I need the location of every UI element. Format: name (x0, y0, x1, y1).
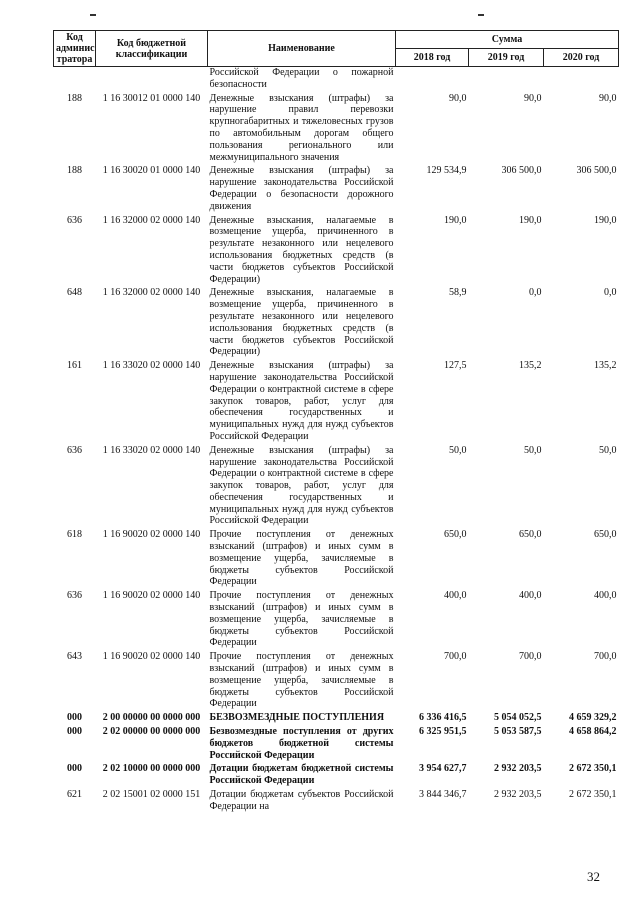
sum-2018-cell: 3 844 346,7 (419, 789, 467, 801)
admin-code-cell: 000 (67, 726, 82, 738)
header-year-2019: 2019 год (469, 49, 544, 67)
page-number: 32 (587, 869, 600, 884)
sum-2018-cell: 6 336 416,5 (419, 712, 467, 724)
table-row (54, 215, 619, 288)
admin-code-cell: 188 (67, 92, 82, 104)
admin-code-cell: 000 (67, 712, 82, 724)
name-cell: Прочие поступления от денежных взысканий (штрафов) и иных сумм в возмещение ущерба, зачисляемые в бюджеты субъектов Российской Федерации (209, 529, 394, 588)
sum-2020-cell: 700,0 (594, 651, 617, 663)
sum-2019-cell: 90,0 (524, 92, 542, 104)
admin-code-cell: 636 (67, 590, 82, 602)
name-cell: Российской Федерации о пожарной безопасности (209, 67, 394, 90)
name-cell: Денежные взыскания, налагаемые в возмещение ущерба, причиненного в результате незаконного или нецелевого использования бюджетных средств (в части бюджетов субъектов Российской Федерации) (209, 287, 394, 358)
table-row (54, 165, 619, 214)
sum-2019-cell: 700,0 (519, 651, 542, 663)
name-cell: Денежные взыскания (штрафы) за нарушение законодательства Российской Федерации о безопасности дорожного движения (209, 165, 394, 212)
sum-2018-cell: 90,0 (449, 92, 467, 104)
sum-2019-cell: 2 932 203,5 (494, 763, 542, 775)
kbk-code-cell: 1 16 32000 02 0000 140 (102, 287, 201, 299)
sum-2020-cell: 2 672 350,1 (569, 763, 617, 775)
name-cell: Денежные взыскания, налагаемые в возмещение ущерба, причиненного в результате незаконного или нецелевого использования бюджетных средств (в части бюджетов субъектов Российской Федерации) (209, 214, 394, 285)
name-cell: Прочие поступления от денежных взысканий (штрафов) и иных сумм в возмещение ущерба, зачисляемые в бюджеты субъектов Российской Федерации (209, 651, 394, 710)
admin-code-cell (54, 67, 96, 93)
kbk-code-cell (96, 67, 208, 93)
table-row (54, 651, 619, 712)
kbk-code-cell: 1 16 30020 01 0000 140 (102, 165, 201, 177)
sum-2020-cell: 50,0 (599, 444, 617, 456)
sum-2018-cell: 6 325 951,5 (419, 726, 467, 738)
sum-2018-cell: 127,5 (444, 360, 467, 372)
admin-code-cell: 636 (67, 214, 82, 226)
scan-mark-right (478, 14, 484, 16)
sum-2018-cell: 58,9 (449, 287, 467, 299)
kbk-code-cell: 1 16 90020 02 0000 140 (102, 590, 201, 602)
table-row (54, 529, 619, 590)
sum-2019-cell: 50,0 (524, 444, 542, 456)
name-cell: Дотации бюджетам бюджетной системы Российской Федерации (209, 763, 394, 787)
kbk-code-cell: 1 16 33020 02 0000 140 (102, 444, 201, 456)
sum-2019-cell: 2 932 203,5 (494, 789, 542, 801)
sum-2018-cell: 190,0 (444, 214, 467, 226)
name-cell: Дотации бюджетам субъектов Российской Федерации на (209, 789, 394, 812)
sum-2020-cell: 400,0 (594, 590, 617, 602)
admin-code-cell: 188 (67, 165, 82, 177)
sum-2018-cell: 3 954 627,7 (419, 763, 467, 775)
name-cell: Денежные взыскания (штрафы) за нарушение законодательства Российской Федерации о контрактной системе в сфере закупок товаров, работ, услуг для обеспечения государственных и муниципальных нужд для нужд субъектов Российской Федерации (209, 360, 394, 442)
kbk-code-cell: 2 00 00000 00 0000 000 (102, 712, 201, 724)
sum-2018-cell: 700,0 (444, 651, 467, 663)
name-cell: Денежные взыскания (штрафы) за нарушение законодательства Российской Федерации о контрактной системе в сфере закупок товаров, работ, услуг для обеспечения государственных и муниципальных нужд для нужд субъектов Российской Федерации (209, 444, 394, 527)
sum-2020-cell: 306 500,0 (576, 165, 617, 177)
table-row (54, 763, 619, 789)
sum-2020-cell: 650,0 (594, 529, 617, 541)
sum-2020-cell: 0,0 (604, 287, 617, 299)
sum-2019-cell: 650,0 (519, 529, 542, 541)
name-cell: Прочие поступления от денежных взысканий (штрафов) и иных сумм в возмещение ущерба, зачисляемые в бюджеты субъектов Российской Федерации (209, 590, 394, 649)
kbk-code-cell: 2 02 15001 02 0000 151 (102, 789, 201, 801)
header-admin-code: Код админис тратора (54, 31, 96, 67)
name-cell: Денежные взыскания (штрафы) за нарушение правил перевозки крупногабаритных и тяжеловесных грузов по автомобильным дорогам общего пользования регионального или межмуниципального значения (209, 92, 394, 163)
table-row (54, 287, 619, 360)
sum-2018-cell: 400,0 (444, 590, 467, 602)
sum-2019-cell: 5 053 587,5 (494, 726, 542, 738)
sum-2019-cell: 5 054 052,5 (494, 712, 542, 724)
sum-2019-cell: 306 500,0 (501, 165, 542, 177)
sum-2019-cell: 400,0 (519, 590, 542, 602)
sum-2020-cell: 135,2 (594, 360, 617, 372)
table-row (54, 712, 619, 726)
sum-2018-cell (396, 67, 469, 93)
admin-code-cell: 621 (67, 789, 82, 801)
admin-code-cell: 000 (67, 763, 82, 775)
admin-code-cell: 618 (67, 529, 82, 541)
admin-code-cell: 636 (67, 444, 82, 456)
sum-2020-cell: 4 658 864,2 (569, 726, 617, 738)
sum-2019-cell: 0,0 (529, 287, 542, 299)
table-header (54, 31, 619, 67)
sum-2018-cell: 129 534,9 (426, 165, 467, 177)
kbk-code-cell: 1 16 90020 02 0000 140 (102, 651, 201, 663)
kbk-code-cell: 2 02 00000 00 0000 000 (102, 726, 201, 738)
scan-mark-left (90, 14, 96, 16)
admin-code-cell: 161 (67, 360, 82, 372)
header-year-2018: 2018 год (396, 49, 469, 67)
kbk-code-cell: 1 16 32000 02 0000 140 (102, 214, 201, 226)
kbk-code-cell: 1 16 33020 02 0000 140 (102, 360, 201, 372)
header-name: Наименование (208, 31, 396, 67)
admin-code-cell: 648 (67, 287, 82, 299)
admin-code-cell: 643 (67, 651, 82, 663)
header-sum: Сумма (396, 31, 619, 49)
sum-2020-cell: 90,0 (599, 92, 617, 104)
table-row (54, 445, 619, 530)
table-row (54, 67, 619, 93)
name-cell: Безвозмездные поступления от других бюджетов бюджетной системы Российской Федерации (209, 726, 394, 761)
table-row (54, 360, 619, 445)
name-cell: БЕЗВОЗМЕЗДНЫЕ ПОСТУПЛЕНИЯ (209, 712, 385, 724)
table-row (54, 590, 619, 651)
budget-revenue-table (53, 30, 619, 815)
sum-2018-cell: 650,0 (444, 529, 467, 541)
kbk-code-cell: 1 16 30012 01 0000 140 (102, 92, 201, 104)
sum-2018-cell: 50,0 (449, 444, 467, 456)
kbk-code-cell: 2 02 10000 00 0000 000 (102, 763, 201, 775)
sum-2019-cell: 135,2 (519, 360, 542, 372)
sum-2019-cell: 190,0 (519, 214, 542, 226)
table-body (54, 67, 619, 815)
table-row (54, 789, 619, 815)
sum-2020-cell: 4 659 329,2 (569, 712, 617, 724)
header-kbk-code: Код бюджетной классификации (96, 31, 208, 67)
table-row (54, 93, 619, 166)
table-row (54, 726, 619, 763)
sum-2020-cell: 2 672 350,1 (569, 789, 617, 801)
kbk-code-cell: 1 16 90020 02 0000 140 (102, 529, 201, 541)
sum-2020-cell: 190,0 (594, 214, 617, 226)
sum-2019-cell (469, 67, 544, 93)
header-year-2020: 2020 год (544, 49, 619, 67)
sum-2020-cell (544, 67, 619, 93)
